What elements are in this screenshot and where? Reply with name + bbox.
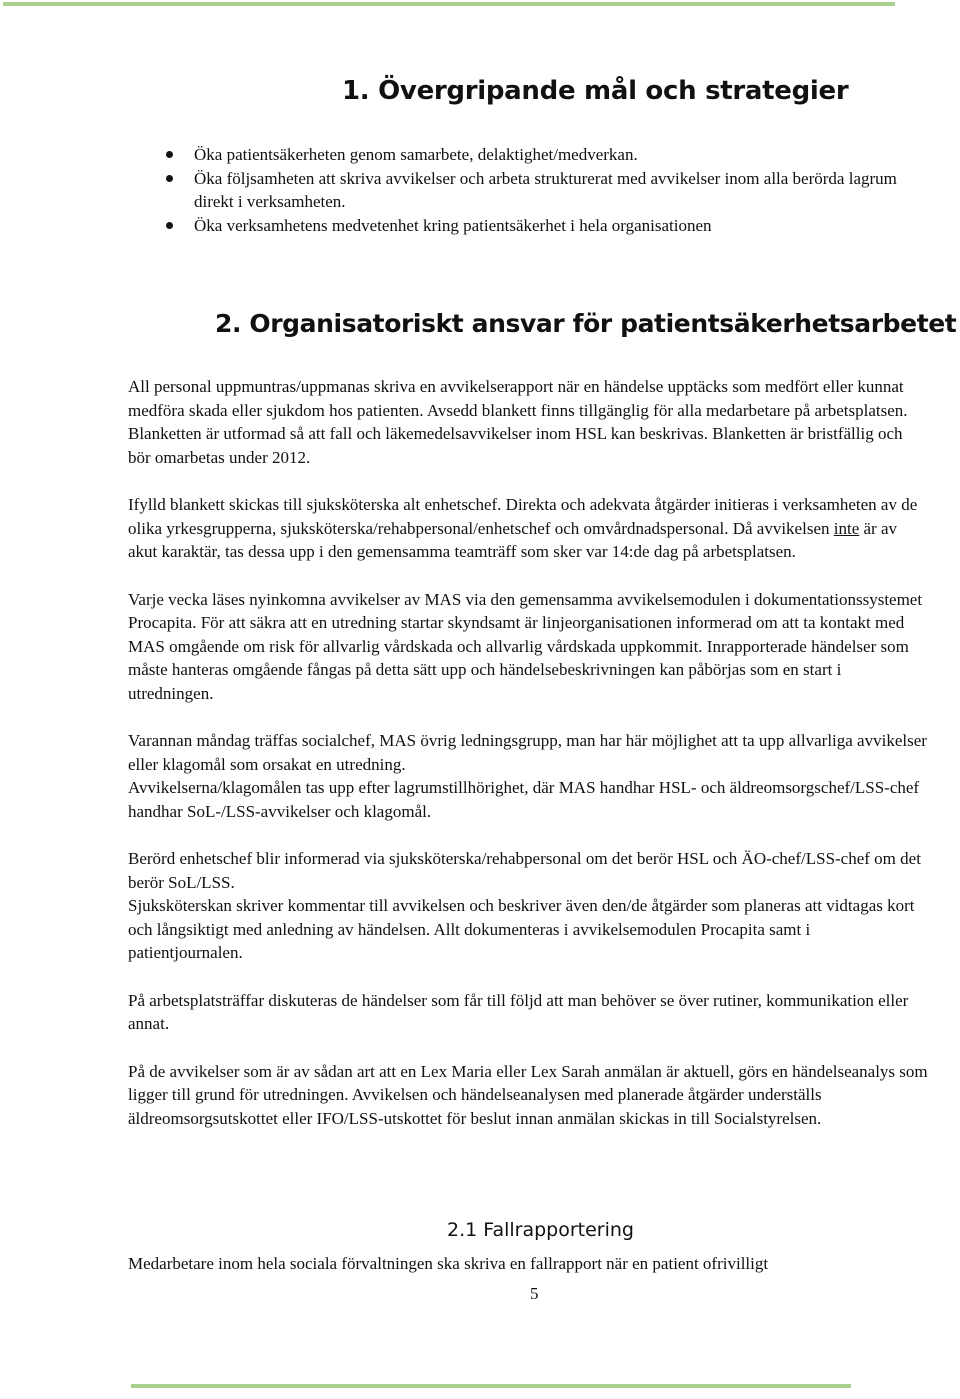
section-2-body — [128, 375, 928, 1154]
list-item: Öka patientsäkerheten genom samarbete, delaktighet/medverkan. — [194, 143, 914, 167]
bottom-rule — [131, 1384, 851, 1388]
heading-overall-goals: 1. Övergripande mål och strategier — [342, 76, 849, 106]
paragraph: Varannan måndag träffas socialchef, MAS övrig ledningsgrupp, man har här möjlighet att ta upp allvarliga avvikelser eller klagomål som orsakat en utredning. — [128, 731, 927, 774]
top-rule — [3, 2, 895, 6]
paragraph: Varje vecka läses nyinkomna avvikelser av MAS via den gemensamma avvikelsemodulen i dokumentationssystemet Procapita. För att säkra att en utredning startar skyndsamt är linjeorganisationen informerad om att ta kontakt med MAS omgående om risk för allvarlig vårdskada och allvarlig vårdskada uppkommit. Inrapporterade händelser som måste hanteras omgående fångas på detta sätt upp och händelsebeskrivningen kan påbörjas som en start i utredningen. — [128, 589, 923, 703]
paragraph: Medarbetare inom hela sociala förvaltningen ska skriva en fallrapport när en patient ofrivilligt — [128, 1254, 769, 1273]
goals-list — [194, 143, 914, 237]
paragraph: Ifylld blankett skickas till sjuksköterska alt enhetschef. Direkta och adekvata åtgärder initieras i verksamheten av de olika yrkesgrupperna, sjuksköterska/rehabpersonal/enhetschef och omvårdnadspersonal. Då avvikelsen inte är av akut karaktär, tas dessa upp i den gemensamma teamträff som sker var 14:de dag på arbetsplatsen. — [128, 495, 918, 561]
paragraph: Sjuksköterskan skriver kommentar till avvikelsen och beskriver även den/de åtgärder som planeras att vidtagas kort och långsiktigt med anledning av händelsen. Allt dokumenteras i avvikelsemodulen Procapita samt i patientjournalen. — [128, 896, 915, 962]
paragraph: Berörd enhetschef blir informerad via sjuksköterska/rehabpersonal om det berör HSL och ÄO-chef/LSS-chef om det berör SoL/LSS. — [128, 849, 921, 892]
underlined-word: inte — [833, 518, 860, 538]
heading-fall-reporting: 2.1 Fallrapportering — [447, 1219, 634, 1241]
page-number: 5 — [530, 1284, 539, 1303]
list-item: Öka följsamheten att skriva avvikelser och arbeta strukturerat med avvikelser inom alla berörda lagrum direkt i verksamheten. — [194, 167, 914, 214]
paragraph: All personal uppmuntras/uppmanas skriva en avvikelserapport när en händelse upptäcks som medfört eller kunnat medföra skada eller sjukdom hos patienten. Avsedd blankett finns tillgänglig för alla medarbetare på arbetsplatsen. Blanketten är utformad så att fall och läkemedelsavvikelser inom HSL kan beskrivas. Blanketten är bristfällig och bör omarbetas under 2012. — [128, 377, 908, 467]
list-item: Öka verksamhetens medvetenhet kring patientsäkerhet i hela organisationen — [194, 214, 914, 238]
paragraph: På de avvikelser som är av sådan art att en Lex Maria eller Lex Sarah anmälan är aktuell, görs en händelseanalys som ligger till grund för utredningen. Avvikelsen och händelseanalysen med planerade åtgärder underställs äldreomsorgsutskottet eller IFO/LSS-utskottet för beslut innan anmälan skickas in till Socialstyrelsen. — [128, 1061, 928, 1128]
paragraph: På arbetsplatsträffar diskuteras de händelser som får till följd att man behöver se över rutiner, kommunikation eller annat. — [128, 990, 909, 1033]
heading-organizational-responsibility: 2. Organisatoriskt ansvar för patientsäkerhetsarbetet — [215, 309, 957, 338]
paragraph: Avvikelserna/klagomålen tas upp efter lagrumstillhörighet, där MAS handhar HSL- och äldreomsorgschef/LSS-chef handhar SoL-/LSS-avvikelser och klagomål. — [128, 778, 920, 821]
